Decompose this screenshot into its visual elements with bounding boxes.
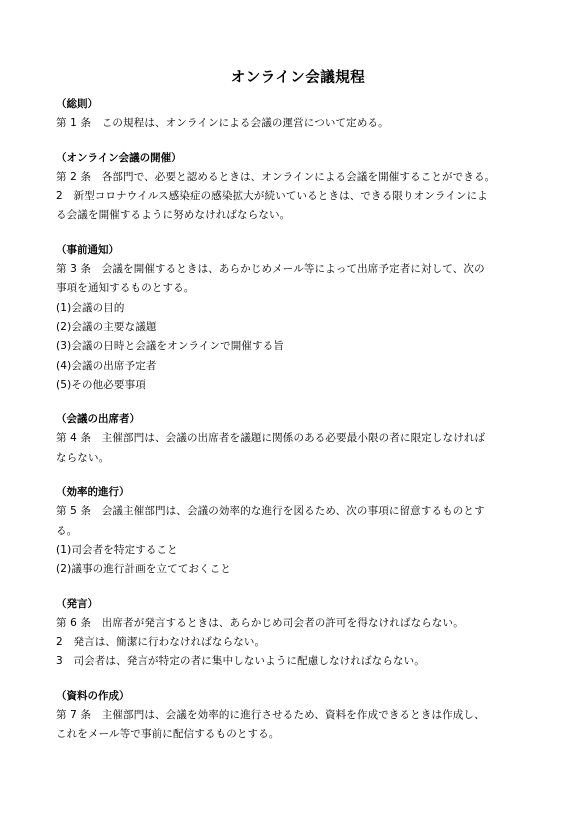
article-section xyxy=(56,95,540,134)
section-heading: （会議の出席者） xyxy=(56,413,140,426)
section-heading: （資料の作成） xyxy=(56,689,130,702)
article-section xyxy=(56,241,540,395)
article-text-line: 第 4 条 主催部門は、会議の出席者を議題に関係のある必要最小限の者に限定しなければ xyxy=(56,432,486,445)
article-text-line: 第 5 条 会議主催部門は、会議の効率的な進行を図るため、次の事項に留意するものとす xyxy=(56,505,485,518)
article-text-line: 第 7 条 主催部門は、会議を効率的に進行させるため、資料を作成できるときは作成し、 xyxy=(56,709,485,722)
article-text-line: これをメール等で事前に配信するものとする。 xyxy=(56,728,280,741)
article-text-line: (2)議事の進行計画を立てておくこと xyxy=(56,563,232,576)
article-text-line: (1)会議の目的 xyxy=(56,301,125,314)
article-text-line: (5)その他必要事項 xyxy=(56,378,146,391)
article-section xyxy=(56,410,540,468)
section-heading: （総則） xyxy=(56,98,98,110)
document-body xyxy=(56,95,540,745)
article-text-line: ならない。 xyxy=(56,451,110,464)
article-section xyxy=(56,595,540,672)
article-text-line: (4)会議の出席予定者 xyxy=(56,359,157,372)
article-text-line: 第 3 条 会議を開催するときは、あらかじめメール等によって出席予定者に対して、次の xyxy=(56,263,485,276)
article-section xyxy=(56,149,540,226)
article-text-line: 事項を通知するものとする。 xyxy=(56,282,195,295)
section-heading: （オンライン会議の開催） xyxy=(56,151,182,164)
article-text-line: (1)司会者を特定すること xyxy=(56,543,178,556)
section-heading: （発言） xyxy=(56,597,98,610)
document-title: オンライン会議規程 xyxy=(230,70,366,86)
article-text-line: る。 xyxy=(56,524,78,537)
article-text-line: 第 1 条 この規程は、オンラインによる会議の運営について定める。 xyxy=(56,117,389,130)
article-text-line: 2 新型コロナウイルス感染症の感染拡大が続いているときは、できる限りオンラインによ xyxy=(56,190,488,203)
article-text-line: (2)会議の主要な議題 xyxy=(56,320,157,333)
article-text-line: 第 6 条 出席者が発言するときは、あらかじめ司会者の許可を得なければならない。 xyxy=(56,616,464,629)
article-text-line: る会議を開催するように努めなければならない。 xyxy=(56,209,291,222)
article-text-line: 第 2 条 各部門で、必要と認めるときは、オンラインによる会議を開催することができる。 xyxy=(56,170,496,183)
article-text-line: 2 発言は、簡潔に行わなければならない。 xyxy=(56,636,266,649)
section-heading: （効率的進行） xyxy=(56,486,130,499)
article-section xyxy=(56,483,540,579)
article-section xyxy=(56,687,540,745)
article-text-line: 3 司会者は、発言が特定の者に集中しないように配慮しなければならない。 xyxy=(56,655,425,668)
article-text-line: (3)会議の日時と会議をオンラインで開催する旨 xyxy=(56,340,285,353)
section-heading: （事前通知） xyxy=(56,243,119,256)
